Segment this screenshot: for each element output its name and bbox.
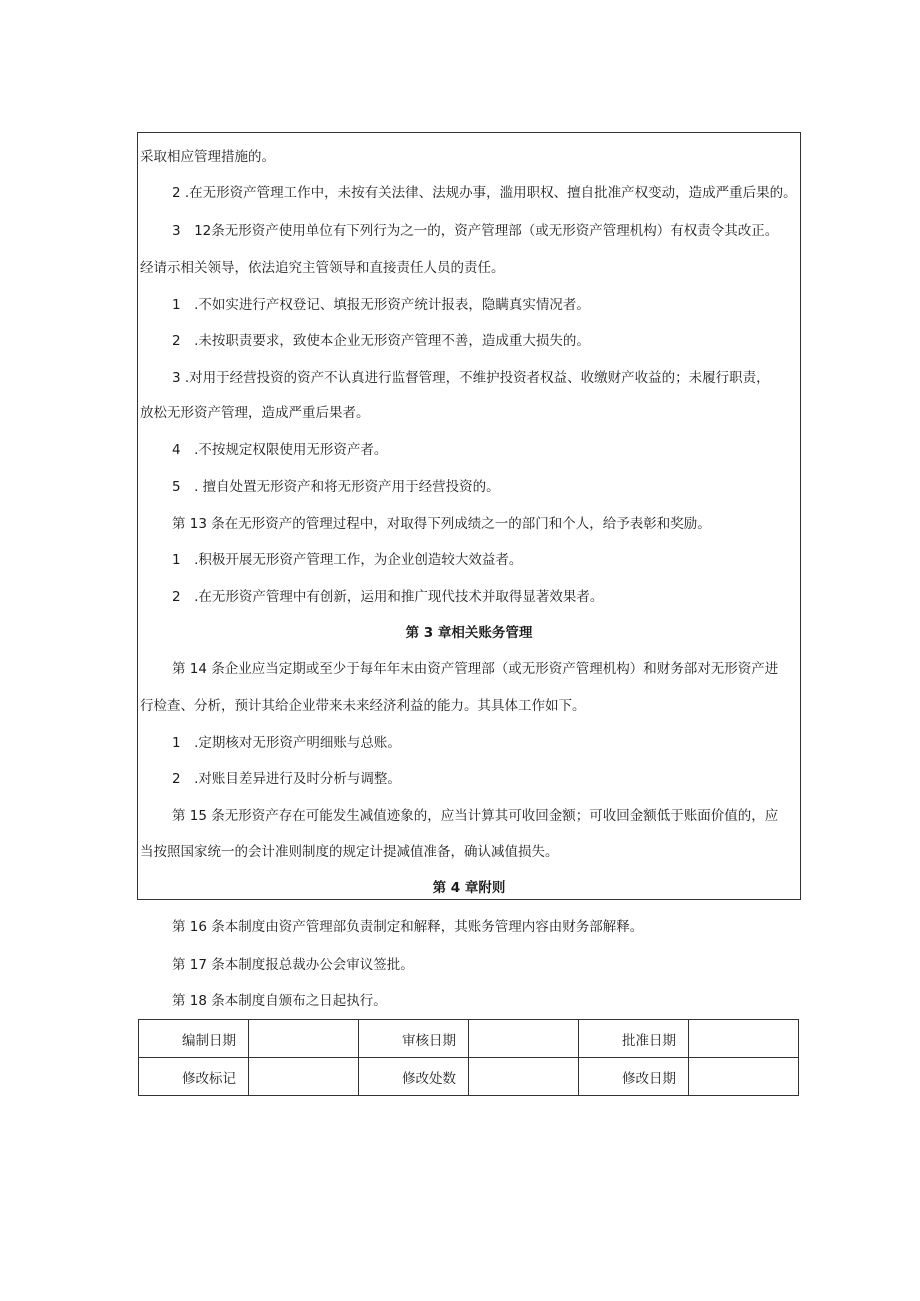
text-line: 2 .未按职责要求，致使本企业无形资产管理不善，造成重大损失的。 [172,333,590,349]
table-row [139,1020,799,1058]
text-line: 第 15 条无形资产存在可能发生减值迹象的，应当计算其可收回金额；可收回金额低于账面价值的，应 [172,808,779,824]
text-line: 3 12条无形资产使用单位有下列行为之一的，资产管理部（或无形资产管理机构）有权责令其改正。 [172,223,779,239]
review-date-value[interactable] [469,1020,579,1058]
chapter-heading: 第 3 章相关账务管理 [405,625,533,641]
text-line: 2 .对账目差异进行及时分析与调整。 [172,771,401,787]
signoff-table [138,1019,799,1096]
text-line: 当按照国家统一的会计准则制度的规定计提减值准备，确认减值损失。 [140,844,559,860]
approve-date-label: 批准日期 [579,1020,689,1058]
text-line: 放松无形资产管理，造成严重后果者。 [140,405,370,421]
revision-date-label: 修改日期 [579,1058,689,1096]
text-line: 第 16 条本制度由资产管理部负责制定和解释，其账务管理内容由财务部解释。 [172,919,644,935]
table-row [139,1058,799,1096]
text-line: 第 18 条本制度自颁布之日起执行。 [172,993,387,1009]
text-line: 3 .对用于经营投资的资产不认真进行监督管理，不维护投资者权益、收缴财产收益的；未履行职责， [172,370,770,386]
revision-count-value[interactable] [469,1058,579,1096]
compile-date-label: 编制日期 [139,1020,249,1058]
compile-date-value[interactable] [249,1020,359,1058]
revision-mark-label: 修改标记 [139,1058,249,1096]
text-line: 经请示相关领导，依法追究主管领导和直接责任人员的责任。 [140,260,505,276]
review-date-label: 审核日期 [359,1020,469,1058]
text-line: 2 .在无形资产管理中有创新，运用和推广现代技术并取得显著效果者。 [172,589,604,605]
text-line: 行检查、分析，预计其给企业带来未来经济利益的能力。其具体工作如下。 [140,698,586,714]
text-line: 1 .积极开展无形资产管理工作，为企业创造较大效益者。 [172,552,523,568]
approve-date-value[interactable] [689,1020,799,1058]
text-line: 4 .不按规定权限使用无形资产者。 [172,442,388,458]
revision-mark-value[interactable] [249,1058,359,1096]
chapter-heading: 第 4 章附则 [432,880,506,896]
text-line: 5 . 擅自处置无形资产和将无形资产用于经营投资的。 [172,479,500,495]
text-line: 第 13 条在无形资产的管理过程中，对取得下列成绩之一的部门和个人，给予表彰和奖励。 [172,516,711,532]
text-line: 第 17 条本制度报总裁办公会审议签批。 [172,957,414,973]
text-line: 采取相应管理措施的。 [140,149,275,165]
revision-date-value[interactable] [689,1058,799,1096]
text-line: 第 14 条企业应当定期或至少于每年年末由资产管理部（或无形资产管理机构）和财务部对无形资产进 [172,661,779,677]
text-line: 2 .在无形资产管理工作中，未按有关法律、法规办事，滥用职权、擅自批准产权变动，造成严重后果的。 [172,185,797,201]
revision-count-label: 修改处数 [359,1058,469,1096]
text-line: 1 .定期核对无形资产明细账与总账。 [172,735,401,751]
text-line: 1 .不如实进行产权登记、填报无形资产统计报表，隐瞒真实情况者。 [172,297,590,313]
